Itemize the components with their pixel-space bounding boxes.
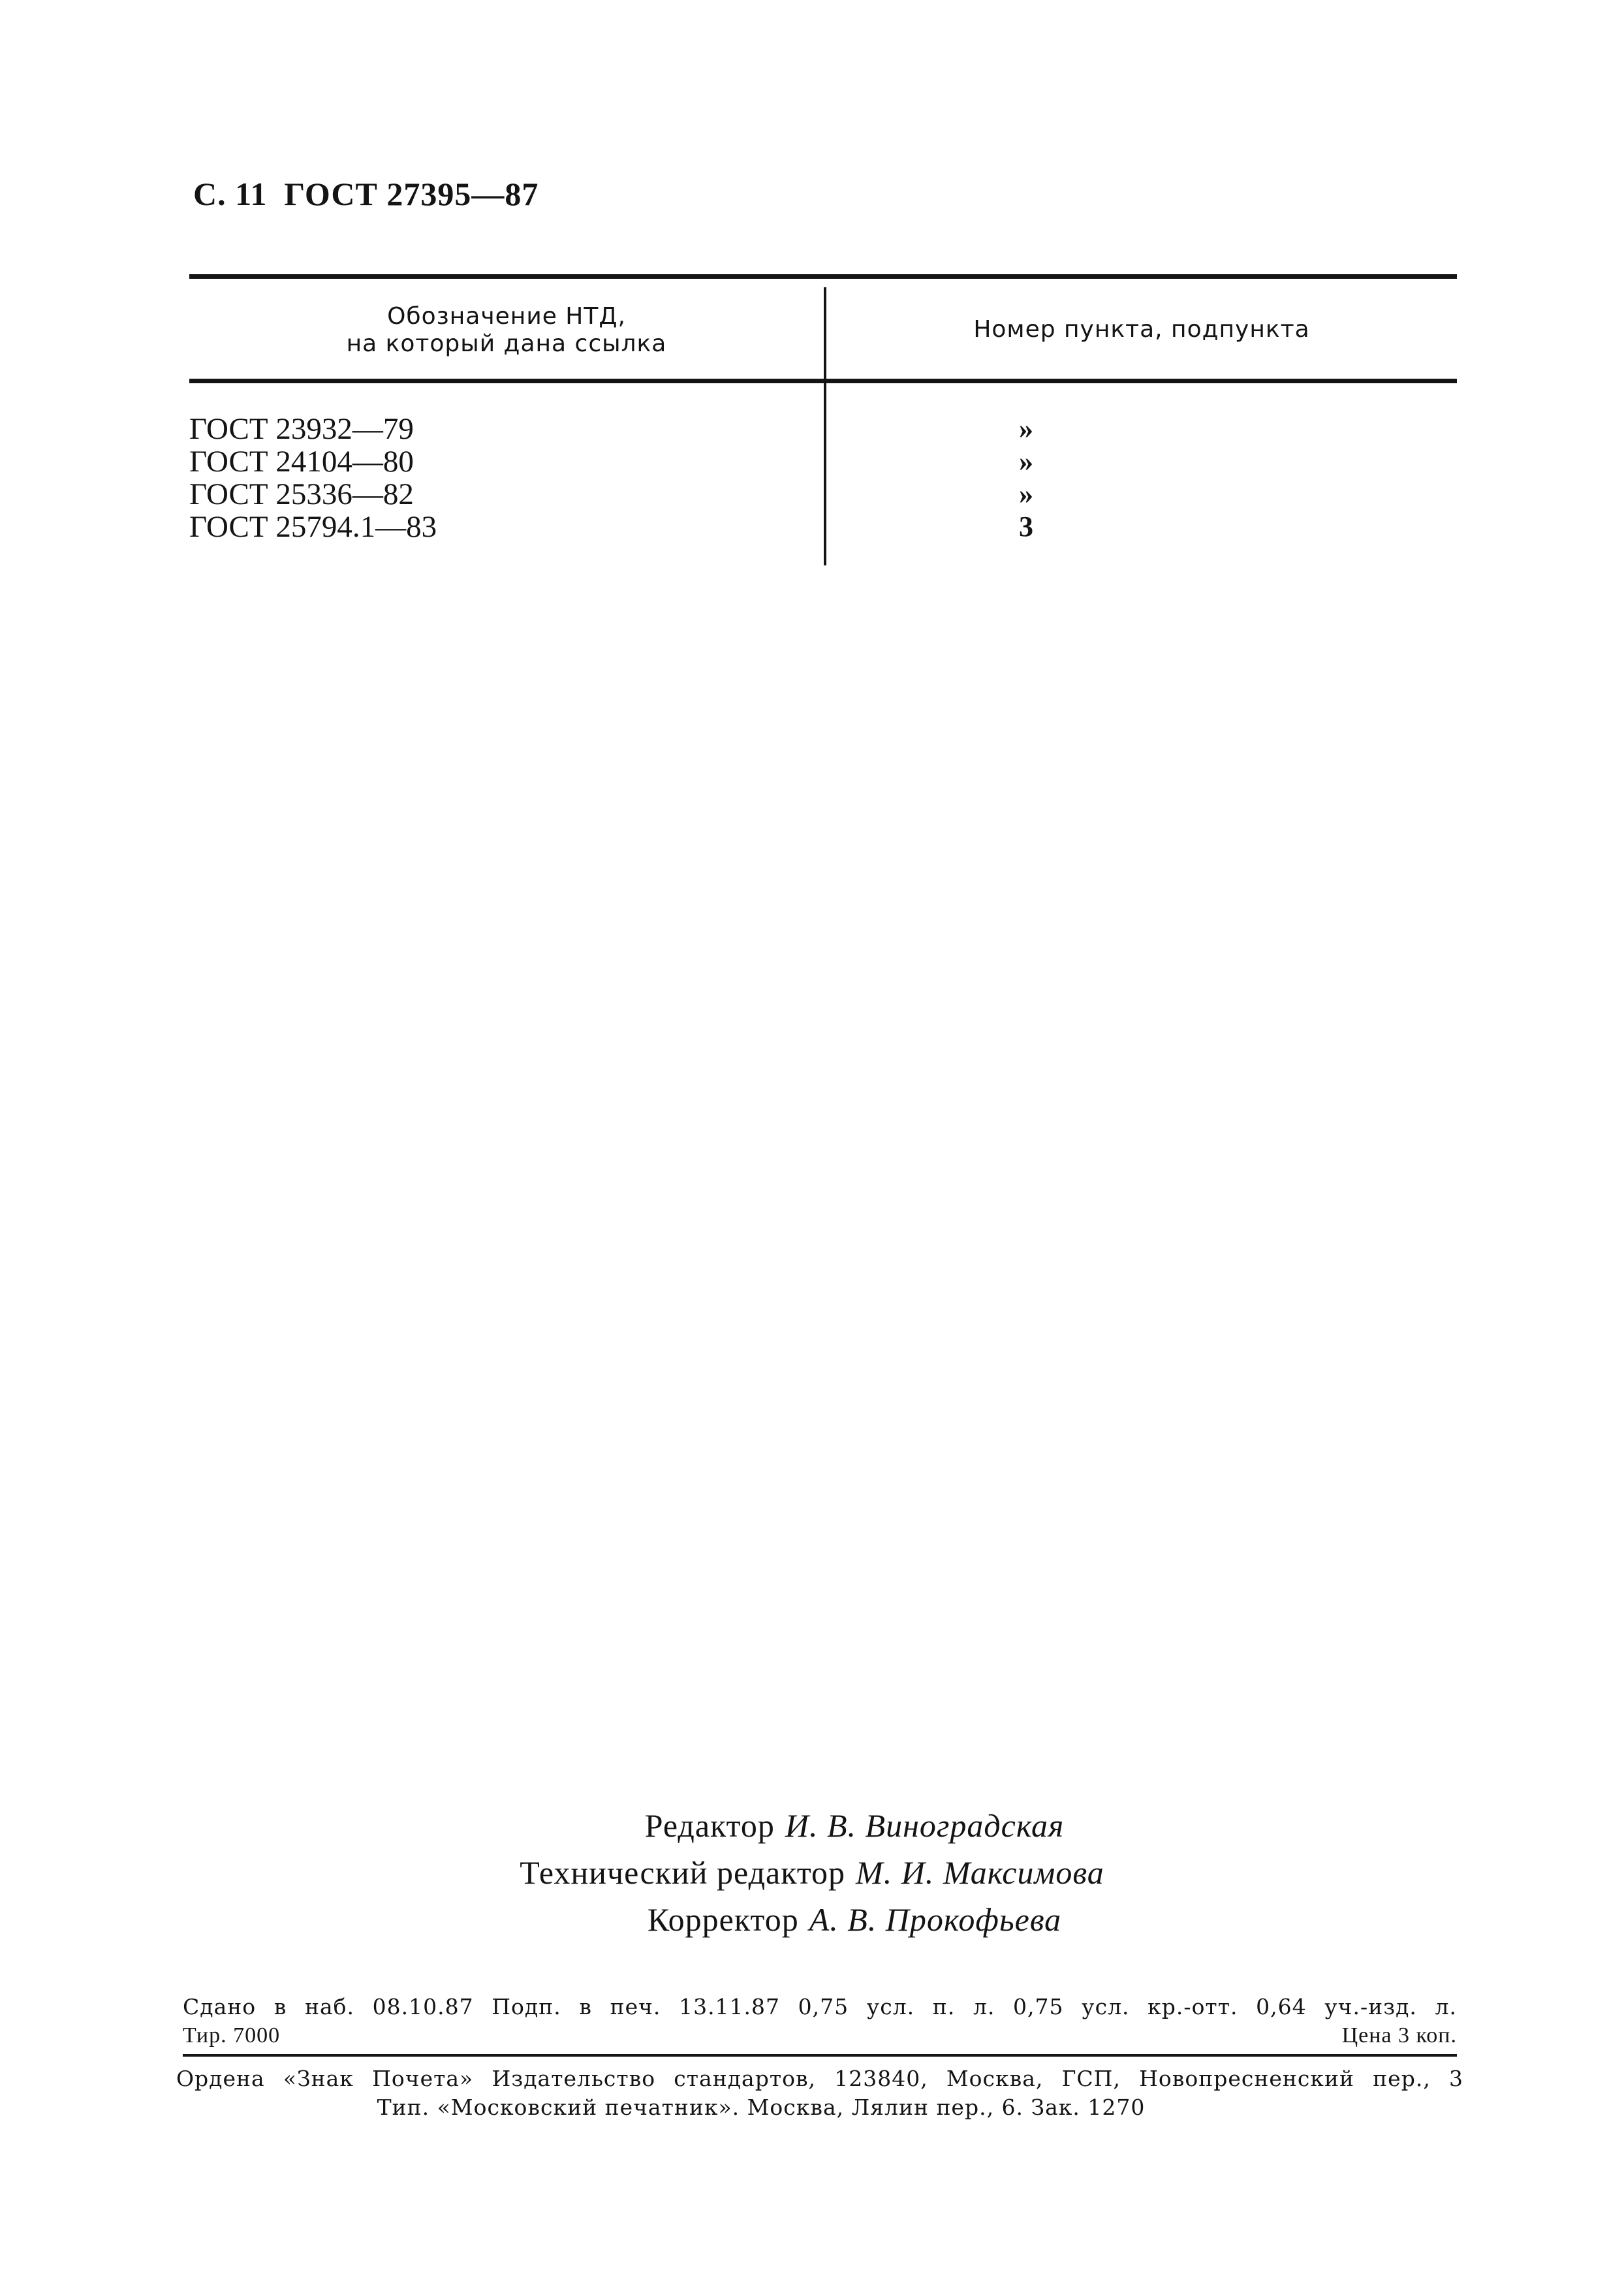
table-header-document-line1: Обозначение НТД, (387, 303, 626, 330)
table-cell-clause: » (1019, 478, 1033, 510)
table-cell-document: ГОСТ 24104—80 (189, 445, 414, 479)
table-cell-clause: » (1019, 413, 1033, 445)
credit-editor (85, 1802, 1624, 1849)
credit-role: Технический редактор (520, 1854, 846, 1891)
credit-role: Корректор (647, 1901, 799, 1938)
credit-role: Редактор (644, 1807, 775, 1844)
credit-proofreader (85, 1896, 1624, 1943)
imprint-price: Цена 3 коп. (1341, 2023, 1457, 2048)
page-header (193, 175, 539, 213)
table-header-rule (189, 379, 1457, 383)
table-cell-document: ГОСТ 23932—79 (189, 412, 414, 446)
imprint-block (183, 1993, 1457, 2050)
credit-person: М. И. Максимова (856, 1854, 1104, 1891)
table-row (189, 445, 1457, 478)
printer-line: Тип. «Московский печатник». Москва, Лялин пер., 6. Зак. 1270 (377, 2095, 1146, 2120)
reference-table (189, 274, 1457, 568)
table-row (189, 413, 1457, 445)
table-top-rule (189, 274, 1457, 279)
table-cell-clause: » (1019, 445, 1033, 477)
imprint-print-data: Сдано в наб. 08.10.87 Подп. в печ. 13.11.87 0,75 усл. п. л. 0,75 усл. кр.-отт. 0,64 уч.-изд. л. (183, 1994, 1457, 2019)
table-header-document (189, 303, 824, 358)
standard-number: ГОСТ 27395—87 (284, 176, 539, 212)
credit-person: И. В. Виноградская (785, 1807, 1065, 1844)
imprint-circulation-price (183, 2021, 1457, 2050)
credit-person: А. В. Прокофьева (809, 1901, 1062, 1938)
table-cell-document: ГОСТ 25336—82 (189, 477, 414, 511)
credit-technical-editor (0, 1849, 1624, 1896)
table-header-clause: Номер пункта, подпункта (973, 316, 1310, 343)
publisher-block (176, 2064, 1463, 2122)
imprint-rule (183, 2054, 1457, 2057)
table-row (189, 478, 1457, 511)
table-cell-clause: 3 (1019, 511, 1033, 543)
table-cell-document: ГОСТ 25794.1—83 (189, 510, 437, 544)
table-header-document-line2: на который дана ссылка (346, 330, 667, 357)
page-number: С. 11 (193, 176, 268, 212)
publisher-line: Ордена «Знак Почета» Издательство стандартов, 123840, Москва, ГСП, Новопресненский пер., 3 (176, 2066, 1463, 2091)
credits-block (0, 1802, 1624, 1943)
table-row (189, 511, 1457, 543)
imprint-circulation: Тир. 7000 (183, 2023, 281, 2048)
